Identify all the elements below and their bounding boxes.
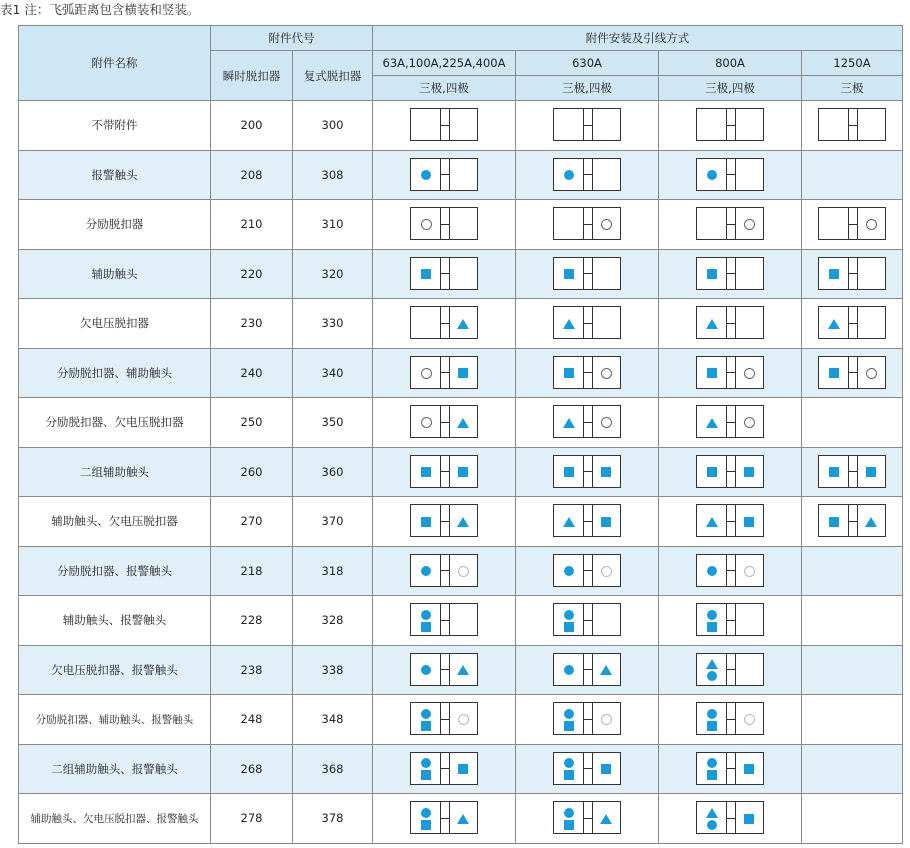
aux-square-icon: [421, 820, 431, 830]
compound-code-cell: 360: [293, 447, 373, 497]
table-row: [19, 398, 903, 448]
aux-square-icon: [707, 770, 717, 780]
accessory-name-cell: 欠电压脱扣器、报警触头: [19, 645, 211, 695]
alarm-dot-icon: [707, 820, 717, 830]
undervoltage-triangle-icon: [865, 517, 877, 527]
wiring-diagram-icon: [553, 801, 621, 834]
wiring-diagram-icon: [696, 158, 764, 191]
wiring-symbol-cell: [659, 348, 802, 398]
wiring-diagram-icon: [696, 108, 764, 141]
table-row: [19, 695, 903, 745]
alarm-dot-icon: [421, 610, 431, 620]
accessory-name-cell: 分励脱扣器、报警触头: [19, 546, 211, 596]
aux-square-icon: [564, 467, 574, 477]
instant-code-cell: 210: [211, 200, 293, 250]
alarm-dot-icon: [421, 566, 431, 576]
wiring-symbol-cell: [802, 645, 903, 695]
wiring-symbol-cell: [659, 596, 802, 646]
accessory-name-cell: 辅助触头: [19, 249, 211, 299]
wiring-symbol-cell: [373, 447, 516, 497]
alarm-dot-icon: [707, 566, 717, 576]
table-body: [19, 101, 903, 844]
wiring-symbol-cell: [516, 299, 659, 349]
alarm-dot-icon: [421, 170, 431, 180]
wiring-diagram-icon: [818, 455, 886, 488]
accessory-name-cell: 辅助触头、欠电压脱扣器: [19, 497, 211, 547]
alarm-dot-icon: [564, 566, 574, 576]
wiring-symbol-cell: [516, 744, 659, 794]
wiring-symbol-cell: [516, 249, 659, 299]
wiring-symbol-cell: [802, 101, 903, 151]
wiring-symbol-cell: [373, 398, 516, 448]
header-poles: 三极,四极: [516, 76, 659, 101]
wiring-diagram-icon: [696, 207, 764, 240]
compound-code-cell: 348: [293, 695, 373, 745]
header-frame: 800A: [659, 51, 802, 76]
wiring-symbol-cell: [659, 794, 802, 844]
alarm-dot-icon: [707, 758, 717, 768]
wiring-diagram-icon: [553, 752, 621, 785]
shunt-ring-icon: [421, 368, 432, 379]
header-compound: 复式脱扣器: [293, 51, 373, 101]
wiring-diagram-icon: [553, 405, 621, 438]
wiring-symbol-cell: [659, 299, 802, 349]
alarm-dot-icon: [564, 808, 574, 818]
shunt-ring-icon: [601, 219, 612, 230]
wiring-diagram-icon: [410, 702, 478, 735]
wiring-diagram-icon: [410, 603, 478, 636]
wiring-symbol-cell: [516, 546, 659, 596]
wiring-diagram-icon: [696, 752, 764, 785]
undervoltage-triangle-icon: [457, 814, 469, 824]
table-row: [19, 497, 903, 547]
wiring-diagram-icon: [410, 752, 478, 785]
wiring-symbol-cell: [659, 497, 802, 547]
wiring-diagram-icon: [553, 207, 621, 240]
wiring-symbol-cell: [516, 497, 659, 547]
aux-square-icon: [707, 368, 717, 378]
accessory-name-cell: 二组辅助触头、报警触头: [19, 744, 211, 794]
shunt-ring-icon: [744, 417, 755, 428]
alarm-dot-icon: [564, 170, 574, 180]
aux-square-icon: [744, 517, 754, 527]
wiring-diagram-icon: [696, 455, 764, 488]
alarm-dot-icon: [707, 671, 717, 681]
alarm-dot-icon: [564, 665, 574, 675]
wiring-symbol-cell: [516, 645, 659, 695]
aux-square-icon: [458, 368, 468, 378]
wiring-symbol-cell: [802, 546, 903, 596]
wiring-symbol-cell: [373, 645, 516, 695]
instant-code-cell: 230: [211, 299, 293, 349]
compound-code-cell: 308: [293, 150, 373, 200]
wiring-diagram-icon: [410, 455, 478, 488]
wiring-diagram-icon: [818, 306, 886, 339]
accessory-name-cell: 分励脱扣器、欠电压脱扣器: [19, 398, 211, 448]
shunt-ring-icon: [866, 368, 877, 379]
wiring-symbol-cell: [373, 744, 516, 794]
alarm-dot-icon: [421, 665, 431, 675]
alarm-dot-icon: [564, 758, 574, 768]
header-instant: 瞬时脱扣器: [211, 51, 293, 101]
alarm-dot-icon: [421, 758, 431, 768]
aux-square-icon: [564, 820, 574, 830]
aux-square-icon: [744, 764, 754, 774]
wiring-symbol-cell: [516, 695, 659, 745]
wiring-diagram-icon: [553, 158, 621, 191]
wiring-symbol-cell: [373, 497, 516, 547]
compound-code-cell: 310: [293, 200, 373, 250]
wiring-diagram-icon: [818, 207, 886, 240]
aux-square-icon: [829, 368, 839, 378]
wiring-symbol-cell: [802, 794, 903, 844]
table-row: [19, 447, 903, 497]
wiring-symbol-cell: [659, 744, 802, 794]
aux-square-icon: [458, 764, 468, 774]
wiring-diagram-icon: [553, 603, 621, 636]
aux-square-icon: [564, 770, 574, 780]
alarm-dot-icon: [707, 709, 717, 719]
wiring-symbol-cell: [373, 150, 516, 200]
wiring-symbol-cell: [516, 150, 659, 200]
wiring-diagram-icon: [818, 257, 886, 290]
wiring-diagram-icon: [696, 653, 764, 686]
aux-square-icon: [564, 368, 574, 378]
accessory-name-cell: 报警触头: [19, 150, 211, 200]
instant-code-cell: 250: [211, 398, 293, 448]
wiring-symbol-cell: [659, 101, 802, 151]
wiring-symbol-cell: [802, 200, 903, 250]
accessory-name-cell: 欠电压脱扣器: [19, 299, 211, 349]
aux-square-icon: [421, 517, 431, 527]
compound-code-cell: 320: [293, 249, 373, 299]
undervoltage-triangle-icon: [706, 808, 718, 818]
aux-square-icon: [744, 814, 754, 824]
compound-code-cell: 370: [293, 497, 373, 547]
wiring-diagram-icon: [410, 306, 478, 339]
instant-code-cell: 220: [211, 249, 293, 299]
aux-square-icon: [601, 467, 611, 477]
shunt-ring-icon: [601, 368, 612, 379]
header-frame: 630A: [516, 51, 659, 76]
wiring-diagram-icon: [410, 257, 478, 290]
wiring-symbol-cell: [659, 200, 802, 250]
alarm-dot-icon: [707, 610, 717, 620]
shunt-ring-icon: [421, 219, 432, 230]
wiring-symbol-cell: [802, 447, 903, 497]
instant-code-cell: 248: [211, 695, 293, 745]
accessory-name-cell: 辅助触头、欠电压脱扣器、报警触头: [19, 794, 211, 844]
wiring-symbol-cell: [373, 546, 516, 596]
wiring-diagram-icon: [553, 356, 621, 389]
wiring-diagram-icon: [696, 257, 764, 290]
header-poles: 三极,四极: [659, 76, 802, 101]
compound-code-cell: 300: [293, 101, 373, 151]
wiring-symbol-cell: [516, 348, 659, 398]
wiring-diagram-icon: [696, 702, 764, 735]
aux-square-icon: [829, 467, 839, 477]
undervoltage-triangle-icon: [706, 517, 718, 527]
wiring-diagram-icon: [553, 554, 621, 587]
aux-square-icon: [564, 622, 574, 632]
instant-code-cell: 240: [211, 348, 293, 398]
compound-code-cell: 368: [293, 744, 373, 794]
shunt-ring-icon: [744, 368, 755, 379]
wiring-diagram-icon: [410, 108, 478, 141]
compound-code-cell: 378: [293, 794, 373, 844]
alarm-dot-icon: [564, 610, 574, 620]
table-row: [19, 645, 903, 695]
wiring-symbol-cell: [659, 447, 802, 497]
compound-code-cell: 350: [293, 398, 373, 448]
wiring-symbol-cell: [802, 497, 903, 547]
wiring-diagram-icon: [410, 554, 478, 587]
undervoltage-triangle-icon: [600, 665, 612, 675]
wiring-symbol-cell: [802, 348, 903, 398]
wiring-diagram-icon: [696, 801, 764, 834]
accessory-name-cell: 分励脱扣器、辅助触头、报警触头: [19, 695, 211, 745]
undervoltage-triangle-icon: [563, 319, 575, 329]
aux-square-icon: [421, 770, 431, 780]
undervoltage-triangle-icon: [457, 418, 469, 428]
header-frame: 1250A: [802, 51, 903, 76]
aux-square-icon: [707, 622, 717, 632]
wiring-diagram-icon: [696, 554, 764, 587]
wiring-symbol-cell: [373, 348, 516, 398]
aux-square-icon: [601, 517, 611, 527]
wiring-symbol-cell: [802, 398, 903, 448]
shunt-ring-icon: [601, 417, 612, 428]
compound-code-cell: 330: [293, 299, 373, 349]
table-row: [19, 546, 903, 596]
table-row: [19, 200, 903, 250]
header-mount-group: 附件安装及引线方式: [373, 26, 903, 51]
wiring-symbol-cell: [373, 299, 516, 349]
wiring-diagram-icon: [410, 405, 478, 438]
undervoltage-triangle-icon: [706, 319, 718, 329]
wiring-diagram-icon: [553, 306, 621, 339]
wiring-diagram-icon: [410, 158, 478, 191]
undervoltage-triangle-icon: [457, 665, 469, 675]
alarm-dot-icon: [421, 709, 431, 719]
shunt-ring-icon: [744, 714, 755, 725]
undervoltage-triangle-icon: [828, 319, 840, 329]
wiring-symbol-cell: [516, 447, 659, 497]
shunt-ring-icon: [458, 566, 469, 577]
wiring-diagram-icon: [818, 504, 886, 537]
aux-square-icon: [829, 269, 839, 279]
instant-code-cell: 268: [211, 744, 293, 794]
wiring-symbol-cell: [659, 695, 802, 745]
instant-code-cell: 200: [211, 101, 293, 151]
undervoltage-triangle-icon: [706, 418, 718, 428]
table-note: 表1 注：飞弧距离包含横装和竖装。: [0, 2, 200, 17]
wiring-diagram-icon: [696, 603, 764, 636]
aux-square-icon: [564, 721, 574, 731]
instant-code-cell: 270: [211, 497, 293, 547]
wiring-diagram-icon: [553, 702, 621, 735]
compound-code-cell: 328: [293, 596, 373, 646]
table-row: [19, 101, 903, 151]
compound-code-cell: 340: [293, 348, 373, 398]
undervoltage-triangle-icon: [457, 319, 469, 329]
wiring-diagram-icon: [410, 207, 478, 240]
wiring-symbol-cell: [659, 398, 802, 448]
aux-square-icon: [458, 467, 468, 477]
aux-square-icon: [707, 269, 717, 279]
aux-square-icon: [421, 269, 431, 279]
shunt-ring-icon: [601, 566, 612, 577]
aux-square-icon: [421, 721, 431, 731]
wiring-symbol-cell: [516, 596, 659, 646]
aux-square-icon: [707, 721, 717, 731]
header-poles: 三极: [802, 76, 903, 101]
table-row: [19, 794, 903, 844]
undervoltage-triangle-icon: [600, 814, 612, 824]
wiring-symbol-cell: [373, 249, 516, 299]
shunt-ring-icon: [866, 219, 877, 230]
wiring-symbol-cell: [659, 546, 802, 596]
shunt-ring-icon: [744, 566, 755, 577]
compound-code-cell: 338: [293, 645, 373, 695]
wiring-symbol-cell: [373, 200, 516, 250]
wiring-diagram-icon: [553, 504, 621, 537]
wiring-symbol-cell: [373, 794, 516, 844]
aux-square-icon: [601, 764, 611, 774]
wiring-symbol-cell: [802, 744, 903, 794]
accessory-name-cell: 二组辅助触头: [19, 447, 211, 497]
wiring-symbol-cell: [802, 150, 903, 200]
wiring-symbol-cell: [516, 200, 659, 250]
wiring-symbol-cell: [659, 150, 802, 200]
instant-code-cell: 260: [211, 447, 293, 497]
aux-square-icon: [866, 467, 876, 477]
undervoltage-triangle-icon: [706, 659, 718, 669]
header-name: 附件名称: [19, 26, 211, 101]
undervoltage-triangle-icon: [563, 418, 575, 428]
aux-square-icon: [707, 467, 717, 477]
table-row: [19, 249, 903, 299]
instant-code-cell: 278: [211, 794, 293, 844]
wiring-diagram-icon: [818, 356, 886, 389]
aux-square-icon: [744, 467, 754, 477]
table-row: [19, 744, 903, 794]
undervoltage-triangle-icon: [457, 517, 469, 527]
shunt-ring-icon: [458, 714, 469, 725]
wiring-diagram-icon: [410, 801, 478, 834]
wiring-diagram-icon: [696, 356, 764, 389]
wiring-diagram-icon: [553, 653, 621, 686]
accessory-name-cell: 辅助触头、报警触头: [19, 596, 211, 646]
wiring-symbol-cell: [802, 596, 903, 646]
alarm-dot-icon: [564, 709, 574, 719]
wiring-diagram-icon: [410, 653, 478, 686]
aux-square-icon: [421, 467, 431, 477]
shunt-ring-icon: [421, 417, 432, 428]
wiring-symbol-cell: [516, 398, 659, 448]
table-row: [19, 348, 903, 398]
wiring-symbol-cell: [802, 299, 903, 349]
accessory-name-cell: 分励脱扣器: [19, 200, 211, 250]
undervoltage-triangle-icon: [563, 517, 575, 527]
instant-code-cell: 228: [211, 596, 293, 646]
table-row: [19, 150, 903, 200]
instant-code-cell: 208: [211, 150, 293, 200]
accessory-table: [18, 25, 903, 844]
aux-square-icon: [829, 517, 839, 527]
header-code-group: 附件代号: [211, 26, 373, 51]
aux-square-icon: [421, 622, 431, 632]
wiring-diagram-icon: [696, 405, 764, 438]
wiring-diagram-icon: [553, 455, 621, 488]
wiring-symbol-cell: [516, 101, 659, 151]
wiring-symbol-cell: [373, 101, 516, 151]
wiring-diagram-icon: [696, 306, 764, 339]
wiring-diagram-icon: [818, 108, 886, 141]
wiring-symbol-cell: [516, 794, 659, 844]
table-row: [19, 299, 903, 349]
table-row: [19, 596, 903, 646]
shunt-ring-icon: [601, 714, 612, 725]
wiring-symbol-cell: [373, 596, 516, 646]
header-frame: 63A,100A,225A,400A: [373, 51, 516, 76]
wiring-symbol-cell: [802, 249, 903, 299]
wiring-diagram-icon: [553, 257, 621, 290]
wiring-symbol-cell: [659, 249, 802, 299]
instant-code-cell: 238: [211, 645, 293, 695]
header-poles: 三极,四极: [373, 76, 516, 101]
aux-square-icon: [564, 269, 574, 279]
wiring-symbol-cell: [659, 645, 802, 695]
instant-code-cell: 218: [211, 546, 293, 596]
wiring-diagram-icon: [696, 504, 764, 537]
shunt-ring-icon: [744, 219, 755, 230]
accessory-name-cell: 分励脱扣器、辅助触头: [19, 348, 211, 398]
compound-code-cell: 318: [293, 546, 373, 596]
wiring-diagram-icon: [410, 504, 478, 537]
alarm-dot-icon: [707, 170, 717, 180]
wiring-diagram-icon: [553, 108, 621, 141]
wiring-symbol-cell: [373, 695, 516, 745]
wiring-symbol-cell: [802, 695, 903, 745]
alarm-dot-icon: [421, 808, 431, 818]
wiring-diagram-icon: [410, 356, 478, 389]
accessory-name-cell: 不带附件: [19, 101, 211, 151]
